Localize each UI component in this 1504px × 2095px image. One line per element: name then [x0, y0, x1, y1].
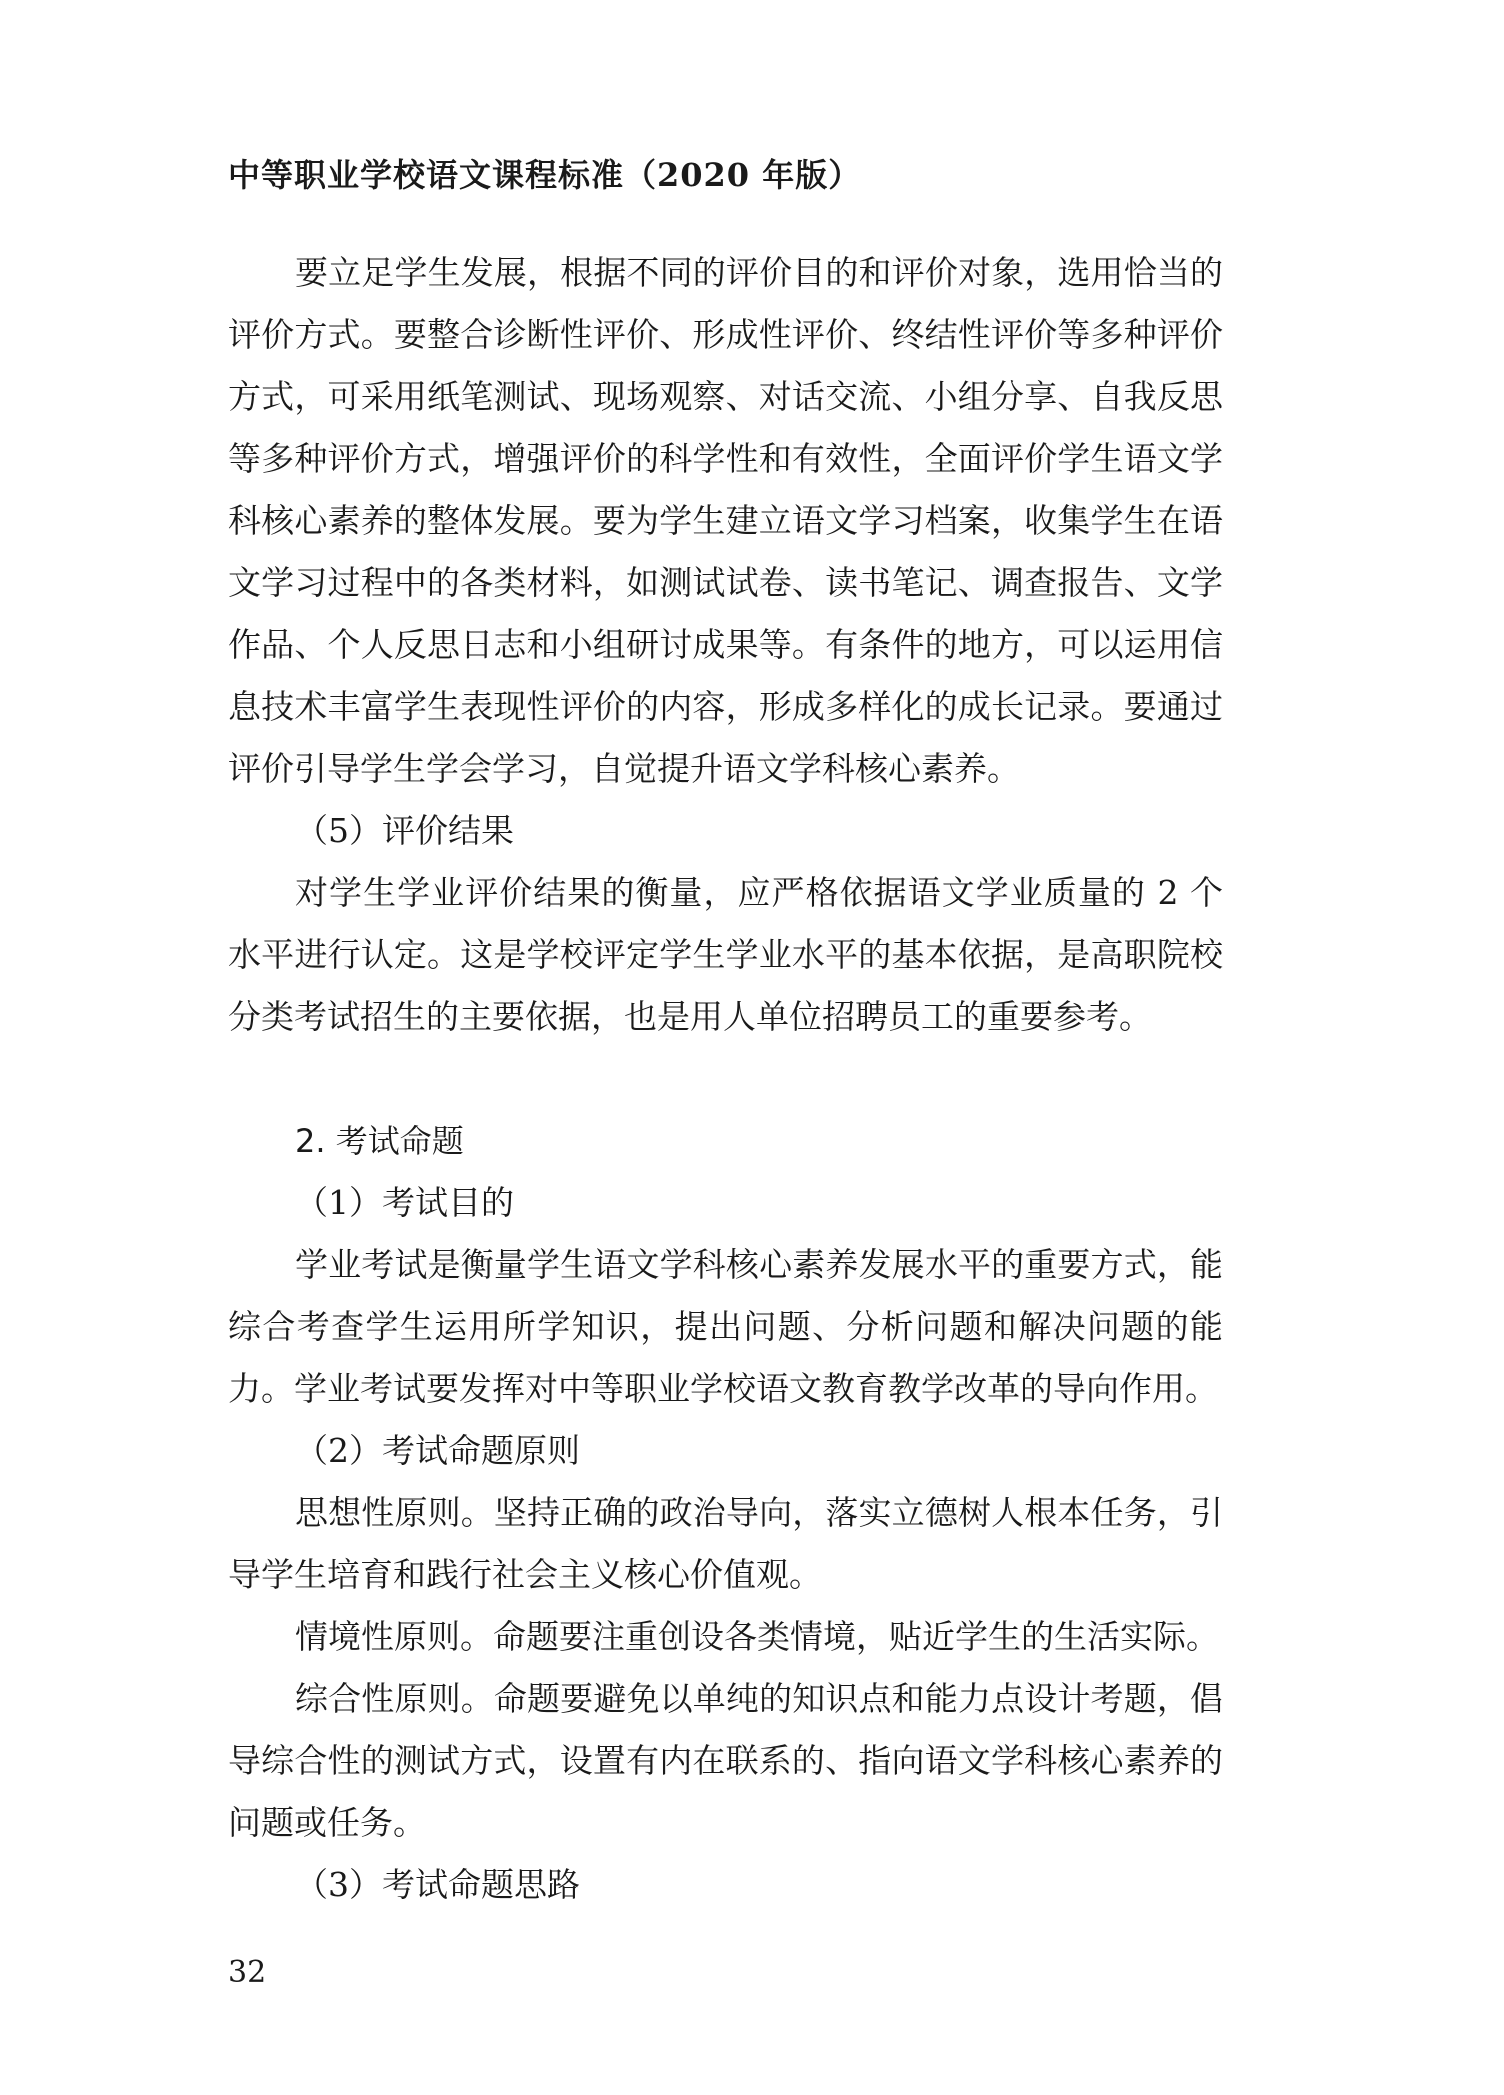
paragraph-evaluation-results: 对学生学业评价结果的衡量，应严格依据语文学业质量的 2 个水平进行认定。这是学校评定学生学业水平的基本依据，是高职院校分类考试招生的主要依据，也是用人单位招聘员工的重要参考。 — [228, 873, 1223, 1036]
body-text — [228, 242, 1223, 1916]
paragraph-principle-ideological: 思想性原则。坚持正确的政治导向，落实立德树人根本任务，引导学生培育和践行社会主义核心价值观。 — [228, 1493, 1223, 1594]
paragraph-principle-contextual: 情境性原则。命题要注重创设各类情境，贴近学生的生活实际。 — [295, 1617, 1219, 1656]
subheading-exam-purpose: （1）考试目的 — [295, 1183, 514, 1222]
subheading-evaluation-results: （5）评价结果 — [295, 811, 514, 850]
running-header: 中等职业学校语文课程标准（2020 年版） — [228, 156, 862, 194]
section-title-exam-questions: 2. 考试命题 — [295, 1122, 464, 1160]
subheading-exam-approach: （3）考试命题思路 — [295, 1865, 580, 1904]
paragraph-principle-comprehensive: 综合性原则。命题要避免以单纯的知识点和能力点设计考题，倡导综合性的测试方式，设置有内在联系的、指向语文学科核心素养的问题或任务。 — [228, 1679, 1223, 1842]
paragraph-evaluation-methods: 要立足学生发展，根据不同的评价目的和评价对象，选用恰当的评价方式。要整合诊断性评价、形成性评价、终结性评价等多种评价方式，可采用纸笔测试、现场观察、对话交流、小组分享、自我反思等多种评价方式，增强评价的科学性和有效性，全面评价学生语文学科核心素养的整体发展。要为学生建立语文学习档案，收集学生在语文学习过程中的各类材料，如测试试卷、读书笔记、调查报告、文学作品、个人反思日志和小组研讨成果等。有条件的地方，可以运用信息技术丰富学生表现性评价的内容，形成多样化的成长记录。要通过评价引导学生学会学习，自觉提升语文学科核心素养。 — [228, 253, 1223, 788]
paragraph-exam-purpose: 学业考试是衡量学生语文学科核心素养发展水平的重要方式，能综合考查学生运用所学知识，提出问题、分析问题和解决问题的能力。学业考试要发挥对中等职业学校语文教育教学改革的导向作用。 — [228, 1245, 1223, 1408]
page-number: 32 — [228, 1955, 267, 1990]
subheading-exam-principles: （2）考试命题原则 — [295, 1431, 580, 1470]
